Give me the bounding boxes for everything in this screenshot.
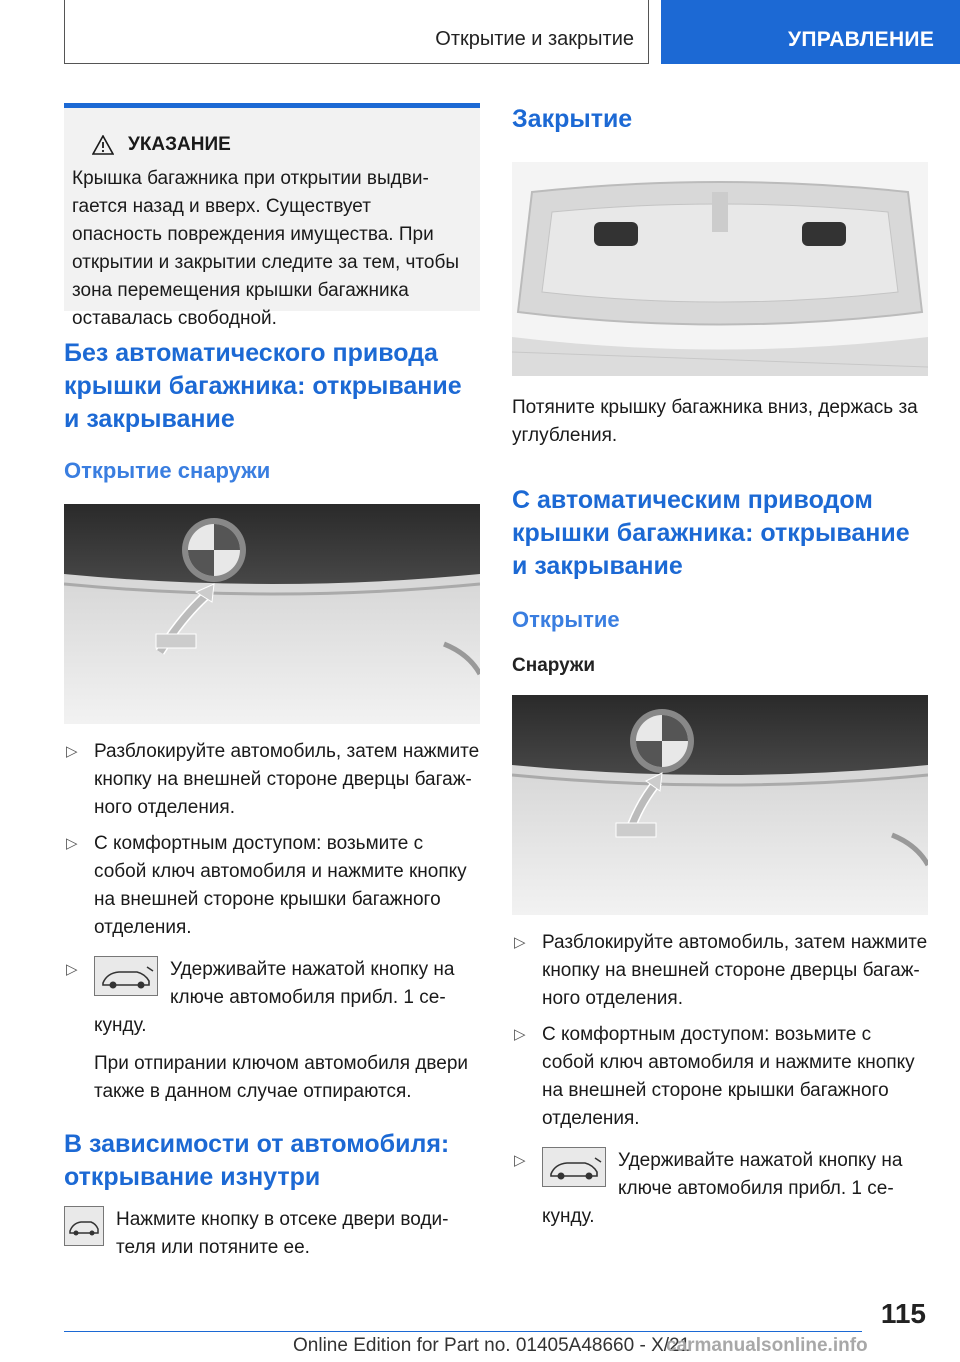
trunk-button-photo-2 [512, 695, 928, 915]
header-chapter-tab[interactable] [661, 0, 960, 64]
trunk-photo-illustration [64, 504, 480, 724]
warning-title-row [98, 134, 466, 156]
left-column [64, 103, 480, 1262]
trunk-button-photo [64, 504, 480, 724]
header-chapter-title: УПРАВЛЕНИЕ [788, 28, 935, 51]
warning-triangle-icon [92, 135, 114, 155]
left-steps-list [64, 738, 480, 1040]
header-section-title: Открытие и закрытие [435, 28, 634, 50]
list-item: ▷ С комфортным доступом: возьмите с собой ключ автомобиля и нажмите кнопку на внешней стороне крышки багажного отделения. [64, 830, 480, 942]
heading-manual-opening: Без автоматического привода крышки багажника: открывание и закрывание [64, 339, 462, 433]
list-item: ▷ Удерживайте нажатой кнопку на ключе автомобиля прибл. 1 секунду. [64, 956, 480, 1040]
triangle-bullet-icon: ▷ [66, 743, 78, 760]
heading-closing: Закрытие [512, 105, 633, 133]
heading-open-inside: В зависимости от автомобиля: открывание изнутри [64, 1130, 450, 1191]
list-item: ▷ С комфортным доступом: возьмите с собой ключ автомобиля и нажмите кнопку на внешней стороне крышки багажного отделения. [512, 1021, 928, 1133]
list-item: ▷ Удерживайте нажатой кнопку на ключе автомобиля прибл. 1 секунду. [512, 1147, 928, 1231]
header-section-box [64, 0, 649, 64]
car-key-icon [94, 956, 158, 996]
warning-box [64, 103, 480, 329]
watermark: carmanualsonline.info [666, 1335, 868, 1356]
footer-divider [64, 1331, 862, 1332]
trunk-lid-illustration [512, 162, 928, 376]
trunk-lid-interior-photo [512, 162, 928, 376]
page-number: 115 [880, 1298, 926, 1329]
triangle-bullet-icon: ▷ [514, 934, 526, 951]
list-item: ▷ Разблокируйте автомобиль, затем нажмите кнопку на внешней стороне дверцы багажного отделения. [512, 929, 928, 1013]
heading-open: Открытие [512, 607, 620, 632]
car-key-icon [542, 1147, 606, 1187]
heading-outside: Снаружи [512, 655, 596, 676]
triangle-bullet-icon: ▷ [66, 835, 78, 852]
trunk-button-icon [64, 1206, 104, 1246]
triangle-bullet-icon: ▷ [514, 1026, 526, 1043]
inside-instruction [64, 1206, 480, 1262]
key-unlock-note: При отпирании ключом автомобиля двери также в данном случае отпираются. [94, 1053, 469, 1102]
inside-text: Нажмите кнопку в отсеке двери водителя или потяните ее. [116, 1209, 449, 1258]
right-column [512, 103, 928, 1231]
warning-title: УКАЗАНИЕ [128, 134, 231, 155]
triangle-bullet-icon: ▷ [66, 961, 78, 978]
list-item: ▷ Разблокируйте автомобиль, затем нажмите кнопку на внешней стороне дверцы багажного отделения. [64, 738, 480, 822]
warning-text: Крышка багажника при открытии выдвигается назад и вверх. Существует опасность повреждения имущества. При открытии и закрытии следите за тем, чтобы зона перемещения крышки багажника оставалась свободной. [72, 168, 460, 329]
heading-auto-opening: С автоматическим приводом крышки багажника: открывание и закрывание [512, 486, 910, 580]
right-steps-list [512, 929, 928, 1231]
heading-open-outside: Открытие снаружи [64, 458, 271, 483]
footer-edition: Online Edition for Part no. 01405A48660 - X/21 [293, 1335, 691, 1356]
trunk-photo-illustration-2 [512, 695, 928, 915]
triangle-bullet-icon: ▷ [514, 1152, 526, 1169]
closing-text: Потяните крышку багажника вниз, держась за углубления. [512, 397, 918, 446]
